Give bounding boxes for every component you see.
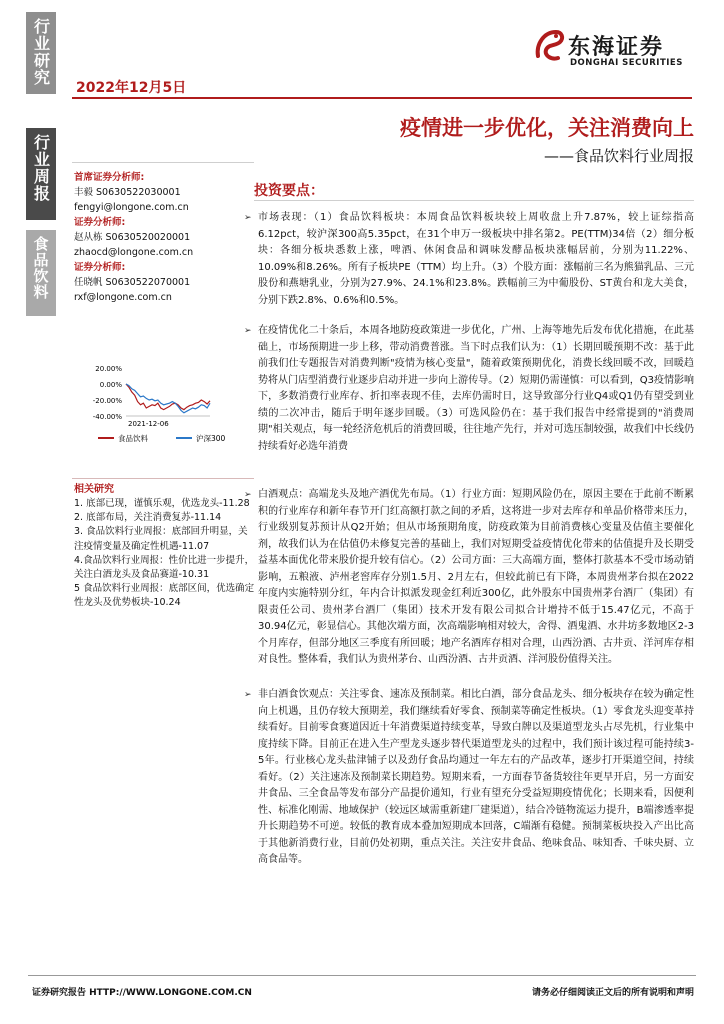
related-item[interactable]: 2. 底部布局，关注消费复苏-11.14 — [74, 512, 222, 524]
y-tick-label: -40.00% — [92, 413, 122, 421]
paragraph-text: 市场表现：（1）食品饮料板块：本周食品饮料板块较上周收盘上升7.87%，较上证综指高6.12pct，较沪深300高5.35pct，在31个申万一级板块中排名第2。PE(TTM)34倍（2）细分板块：各细分板块悉数上涨，啤酒、休闲食品和调味发酵品板块涨幅居前，分别为11.22%、10.09%和8.26%。所有子板块PE（TTM）均上升。（3）个股方面：涨幅前三名为熊猫乳品、三元股份和燕塘乳业，分别为27.9%、24.1%和23.8%。跌幅前三为中葡股份、ST黄台和龙大美食，分别下跌2.8%、0.6%和0.5%。 — [258, 212, 694, 306]
dragon-icon — [532, 26, 566, 66]
y-tick-label: 0.00% — [99, 381, 122, 389]
paragraph-market — [244, 210, 694, 309]
series-line — [126, 384, 210, 410]
paragraph-text: 白酒观点：高端龙头及地产酒优先布局。（1）行业方面：短期风险仍在，原因主要在于此前不断累积的行业库存和新年春节开门红高额打款之间的矛盾，这将进一步对去库存和单品价格带来压力，行业级别复苏预计从Q2开始；但从市场预期角度，防疫政策为目前消费核心变量及估值主要催化剂，故我们认为在估值仍未修复完善的基础上，我们对短期受益疫情优化带来的估值提升及长期受益基本面优化带来股价提升较有信心。（2）公司方面：三大高端方面，整体打款基本不受市场动销影响，五粮液、泸州老窖库存分别1.5月、2月左右，但较此前已有下降，本周贵州茅台拟在2022年度内实施特别分红，年内合计拟派发现金红利近300亿，此外股东中国贵州茅台酒厂（集团）有限责任公司、贵州茅台酒厂（集团）技术开发有限公司拟合计增持不低于15.47亿元，不高于30.94亿元，彰显信心。其他次端方面，次高端影响相对较大，舍得、酒鬼酒、水井坊多数地区2-3个月库存，但部分地区三季度有所回暖；地产名酒库存相对合理，山西汾酒、古井贡、洋河库存相对良性。整体看，我们认为贵州茅台、山西汾酒、古井贡酒、洋河股份值得关注。 — [258, 489, 694, 665]
header-rule — [72, 97, 692, 99]
legend-label: 沪深300 — [196, 434, 226, 443]
bullet-icon: ➢ — [244, 326, 252, 336]
paragraph-text: 非白酒食饮观点：关注零食、速冻及预制菜。相比白酒，部分食品龙头、细分板块存在较为确定性向上机遇，且仍存较大预期差，我们继续看好零食、预制菜等确定性板块。（1）零食龙头迎变革持续看好。目前零食赛道因近十年消费渠道持续变革，导致白牌以及渠道型龙头占尽先机，行业集中度持续下降。目前正在进入生产型龙头逐步替代渠道型龙头的过程中，我们预计该过程可能持续3-5年。行业核心龙头盐津铺子以及劲仔食品均通过一年左右的产品改革，逐步打开渠道空间，持续看好。（2）关注速冻及预制菜长期趋势。短期来看，一方面春节备货较往年更早开启，另一方面安井食品、三全食品等发布部分产品提价通知，行业有望充分受益短期疫情优化；长期来看，因便利性、标准化刚需、地域保护（较远区域需重新建厂建渠道），结合冷链物流运力提升，B端渗透率提升长期趋势不可逆。较低的教育成本叠加短期成本回落，C端渐有稳健。预制菜板块投入产出比高于其他新消费行业，目前仍处初期，重点关注。关注安井食品、绝味食品、味知香、千味央厨、立高食品等。 — [258, 689, 694, 865]
performance-chart — [80, 360, 250, 480]
analyst-block — [74, 170, 254, 305]
analyst-email[interactable]: zhaocd@longone.com.cn — [74, 247, 194, 258]
report-title: 疫情进一步优化，关注消费向上 — [400, 116, 694, 140]
bullet-icon: ➢ — [244, 490, 252, 500]
side-tab-weekly: 行业周报 — [26, 128, 56, 220]
left-column-rule — [72, 162, 254, 163]
key-points-rule — [254, 200, 694, 201]
y-tick-label: -20.00% — [92, 397, 122, 405]
related-item[interactable]: 3. 食品饮料行业周报：底部回升明显，关注疫情变量及确定性机遇-11.07 — [74, 526, 248, 552]
bullet-icon: ➢ — [244, 213, 252, 223]
y-tick-label: 20.00% — [95, 365, 122, 373]
related-item[interactable]: 5 食品饮料行业周报：底部区间，优选确定性龙头及优势板块-10.24 — [74, 583, 255, 609]
related-item[interactable]: 1. 底部已现，谨慎乐观，优选龙头-11.28 — [74, 498, 250, 509]
report-subtitle: ——食品饮料行业周报 — [543, 147, 694, 165]
x-tick-label: 2021-12-06 — [128, 420, 169, 428]
report-date: 2022年12月5日 — [76, 80, 187, 96]
side-tab-industry-research: 行业研究 — [26, 12, 56, 94]
analyst-label: 首席证券分析师: — [74, 172, 145, 183]
paragraph-baijiu — [244, 487, 694, 669]
footer-rule — [28, 975, 696, 976]
analyst-name: 丰毅 S0630522030001 — [74, 187, 181, 198]
side-tab-food-beverage: 食品饮料 — [26, 230, 56, 316]
related-heading: 相关研究 — [74, 484, 114, 495]
related-rule — [72, 478, 254, 479]
footer-left: 证券研究报告 HTTP://WWW.LONGONE.COM.CN — [32, 988, 252, 998]
analyst-name: 赵从栋 S0630520020001 — [74, 232, 191, 243]
related-list — [74, 497, 256, 611]
footer-right: 请务必仔细阅读正文后的所有说明和声明 — [531, 988, 694, 998]
series-line — [126, 384, 210, 413]
legend-label: 食品饮料 — [118, 434, 148, 443]
analyst-email[interactable]: fengyi@longone.com.cn — [74, 202, 189, 213]
logo-cn: 东海证券 — [568, 35, 665, 60]
logo-en: DONGHAI SECURITIES — [570, 58, 683, 68]
paragraph-non-baijiu — [244, 687, 694, 869]
analyst-label: 证券分析师: — [74, 262, 126, 273]
key-points-heading: 投资要点： — [254, 183, 324, 199]
analyst-name: 任晓帆 S0630522070001 — [74, 277, 191, 288]
related-item[interactable]: 4.食品饮料行业周报：性价比进一步提升，关注白酒龙头及食品赛道-10.31 — [74, 554, 255, 581]
paragraph-text: 在疫情优化二十条后，本周各地防疫政策进一步优化，广州、上海等地先后发布优化措施，在此基础上，市场预期进一步上移，带动消费普涨。当下时点我们认为：（1）长期回暖预期不改：基于此前我们仕专题报告对消费判断"疫情为核心变量"，随着政策预期优化，消费长线回暖不改，回暖趋势将从门店型消费行业逐步启动并进一步向上游传导。（2）短期仍需谨慎：可以看到，Q3疫情影响下，多数消费行业库存、折扣率表现不佳，去库仍需时日，这导致部分行业Q4或Q1仍有望受到业绩的二次冲击，随后于明年逐步回暖。（3）可选风险仍在：基于我们报告中经常提到的"消费周期"相关观点，每一轮经济危机后的消费回暖，往往地产先行，并对可选压制较强，故我们中长线仍持续看好必选年消费 — [258, 325, 694, 452]
analyst-email[interactable]: rxf@longone.com.cn — [74, 292, 172, 303]
analyst-label: 证券分析师: — [74, 217, 126, 228]
paragraph-policy — [244, 323, 694, 455]
company-logo — [532, 24, 702, 74]
bullet-icon: ➢ — [244, 690, 252, 700]
